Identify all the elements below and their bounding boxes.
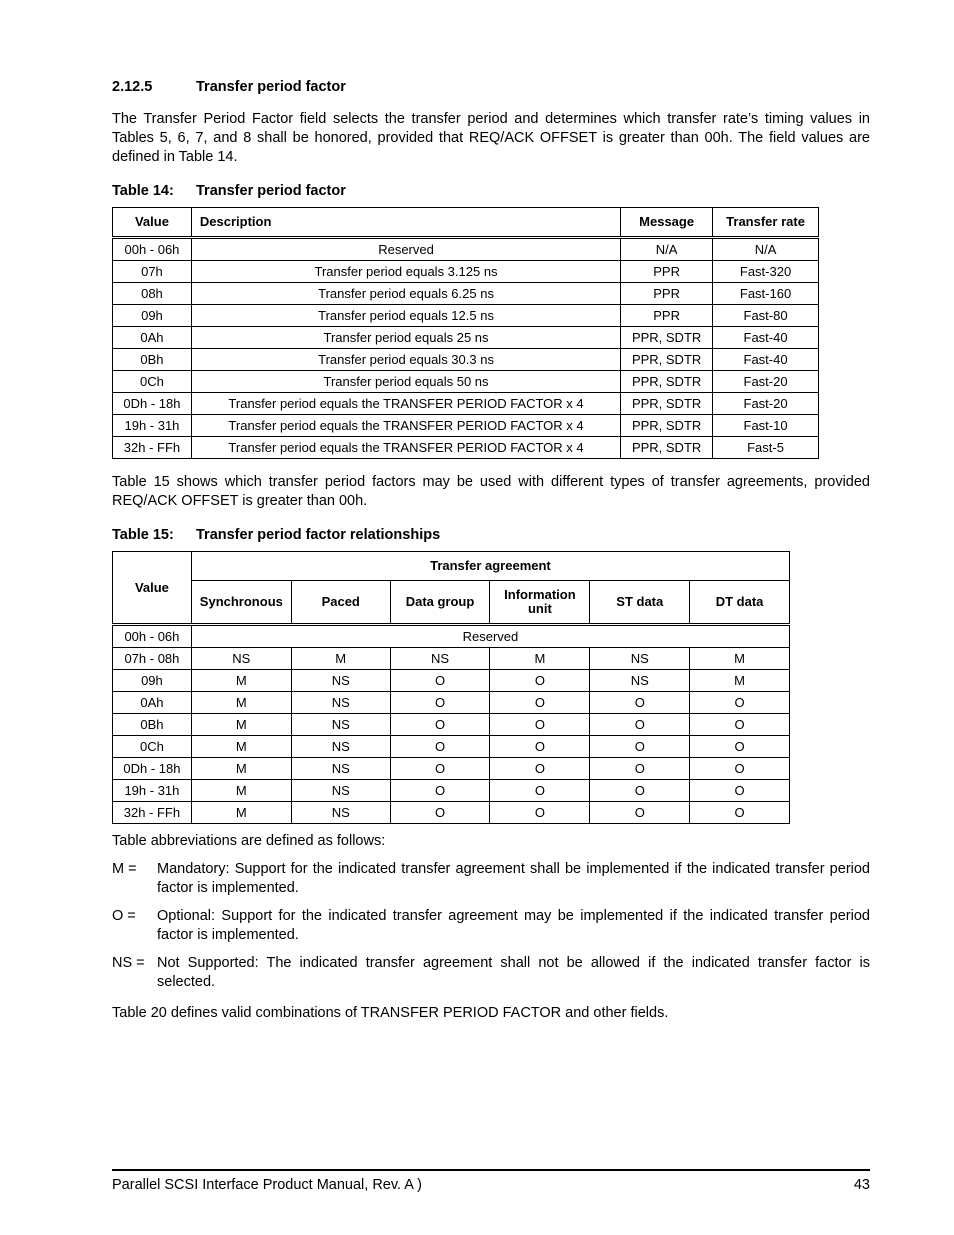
table-cell: O [590,780,690,802]
table15-caption-title: Transfer period factor relationships [196,527,441,543]
page-number: 43 [853,1177,870,1193]
abbreviation-m-text: Mandatory: Support for the indicated transfer agreement shall be implemented if the indicated transfer period factor is implemented. [157,861,870,896]
table14-caption-number: Table 14: [112,183,174,199]
table-cell: 00h - 06h [113,238,192,261]
table14-caption [112,183,346,199]
table-cell: 32h - FFh [113,437,192,459]
table-cell: M [191,780,291,802]
table-row [113,393,819,415]
table-cell: O [490,670,590,692]
table-row [113,758,790,780]
table-cell: Transfer period equals the TRANSFER PERIOD FACTOR x 4 [191,415,620,437]
table-row [113,327,819,349]
table-cell: M [191,802,291,824]
section-heading [112,79,346,95]
table-cell: 0Ch [113,371,192,393]
footer-rule [112,1169,870,1171]
table-cell: M [690,648,790,670]
table-row [113,780,790,802]
table-cell: 09h [113,305,192,327]
abbreviation-m [112,860,870,898]
table-cell: O [590,692,690,714]
table-cell: O [390,714,490,736]
table-cell: O [490,714,590,736]
table-cell: Transfer period equals the TRANSFER PERIOD FACTOR x 4 [191,393,620,415]
table-cell: 0Ah [113,327,192,349]
table15-header-value: Value [113,552,192,625]
abbreviations-intro: Table abbreviations are defined as follows: [112,833,386,849]
table-cell: M [191,736,291,758]
abbreviation-o-key: O = [112,908,136,924]
table15-header-information-unit: Information unit [490,581,590,625]
table14-body [113,238,819,459]
table-cell: Fast-80 [713,305,819,327]
intro-paragraph: The Transfer Period Factor field selects the transfer period and determines which transfer rate’s timing values in Tables 5, 6, 7, and 8 shall be honored, provided that REQ/ACK OFFSET is greater than 00h. The field values are defined in Table 14. [112,111,870,165]
table15-reserved-text: Reserved [191,625,789,648]
table15-caption-number: Table 15: [112,527,174,543]
table-cell: 19h - 31h [113,415,192,437]
table-cell: Transfer period equals 3.125 ns [191,261,620,283]
table15-header-data-group: Data group [390,581,490,625]
table-15 [112,551,790,824]
table15-column-header-row [113,581,790,625]
abbreviation-o-text: Optional: Support for the indicated transfer agreement may be implemented if the indicated transfer period factor is implemented. [157,908,870,943]
table15-header-synchronous: Synchronous [191,581,291,625]
table-cell: 07h [113,261,192,283]
table-cell: O [490,802,590,824]
table14-caption-title: Transfer period factor [196,183,346,199]
table15-header-dt-data: DT data [690,581,790,625]
table-cell: M [490,648,590,670]
table-cell: Fast-5 [713,437,819,459]
table15-reserved-row [113,625,790,648]
table-cell: O [690,692,790,714]
table-cell: M [191,714,291,736]
abbreviation-o [112,907,870,945]
table14-header-row [113,208,819,238]
table-cell: O [390,758,490,780]
table-cell: 0Ch [113,736,192,758]
table15-caption [112,527,440,543]
table-cell: O [390,780,490,802]
table15-header-st-data: ST data [590,581,690,625]
table-cell: NS [191,648,291,670]
table-cell: Fast-20 [713,371,819,393]
table-cell: NS [291,802,390,824]
table-cell: PPR, SDTR [621,437,713,459]
table-cell: NS [291,736,390,758]
table-cell: M [191,670,291,692]
table-cell: 0Dh - 18h [113,393,192,415]
table-cell: O [590,802,690,824]
table-cell: Fast-40 [713,327,819,349]
table-cell: 19h - 31h [113,780,192,802]
table-cell: O [490,780,590,802]
abbreviation-ns [112,954,870,992]
closing-paragraph: Table 20 defines valid combinations of TRANSFER PERIOD FACTOR and other fields. [112,1005,669,1021]
table-cell: Reserved [191,238,620,261]
table-cell: NS [291,758,390,780]
table-cell: N/A [621,238,713,261]
table-cell: PPR [621,283,713,305]
table-cell: 0Ah [113,692,192,714]
table-cell: O [590,736,690,758]
table-row [113,714,790,736]
table-row [113,437,819,459]
table-row [113,670,790,692]
table-cell: Transfer period equals 6.25 ns [191,283,620,305]
table-cell: N/A [713,238,819,261]
table-cell: NS [291,714,390,736]
table-cell: O [690,780,790,802]
table-row [113,238,819,261]
table-row [113,349,819,371]
table-cell: PPR, SDTR [621,415,713,437]
table-cell: NS [590,670,690,692]
table-cell: O [690,736,790,758]
table-cell: O [590,758,690,780]
table14-header-value: Value [113,208,192,238]
table-cell: O [490,758,590,780]
table15-intro-paragraph: Table 15 shows which transfer period factors may be used with different types of transfer agreements, provided REQ/ACK OFFSET is greater than 00h. [112,474,870,509]
table15-group-header-row [113,552,790,581]
table-cell: O [490,692,590,714]
table-cell: NS [291,692,390,714]
table-row [113,648,790,670]
table-cell: O [690,714,790,736]
table-14 [112,207,819,459]
table-row [113,305,819,327]
table-cell: PPR [621,261,713,283]
table-row [113,371,819,393]
table-cell: O [390,692,490,714]
table15-reserved-value: 00h - 06h [113,625,192,648]
table-cell: M [690,670,790,692]
table-row [113,283,819,305]
table-cell: PPR, SDTR [621,371,713,393]
table-cell: O [390,802,490,824]
abbreviation-ns-key: NS = [112,955,145,971]
table-row [113,261,819,283]
table-cell: M [191,692,291,714]
table-cell: O [690,802,790,824]
table-cell: 0Bh [113,349,192,371]
abbreviation-m-key: M = [112,861,137,877]
table-cell: Fast-40 [713,349,819,371]
table-cell: NS [390,648,490,670]
table-cell: PPR [621,305,713,327]
table-cell: O [390,736,490,758]
table-cell: NS [291,670,390,692]
table-cell: O [490,736,590,758]
table-cell: Transfer period equals the TRANSFER PERIOD FACTOR x 4 [191,437,620,459]
table-cell: Transfer period equals 50 ns [191,371,620,393]
table-cell: Transfer period equals 30.3 ns [191,349,620,371]
table-row [113,415,819,437]
table-cell: 08h [113,283,192,305]
table-cell: Transfer period equals 25 ns [191,327,620,349]
table-row [113,692,790,714]
table-cell: O [590,714,690,736]
table-cell: M [291,648,390,670]
table14-header-message: Message [621,208,713,238]
table-cell: O [690,758,790,780]
table-cell: NS [291,780,390,802]
table-cell: Fast-160 [713,283,819,305]
table-row [113,736,790,758]
table15-header-transfer-agreement: Transfer agreement [191,552,789,581]
table-cell: M [191,758,291,780]
table-cell: PPR, SDTR [621,393,713,415]
table-cell: 09h [113,670,192,692]
table-cell: Fast-320 [713,261,819,283]
table-cell: 0Dh - 18h [113,758,192,780]
table-row [113,802,790,824]
section-number: 2.12.5 [112,79,153,95]
table-cell: O [390,670,490,692]
table-cell: Transfer period equals 12.5 ns [191,305,620,327]
section-title: Transfer period factor [196,79,346,95]
footer-title: Parallel SCSI Interface Product Manual, Rev. A ) [112,1177,423,1193]
table-cell: 32h - FFh [113,802,192,824]
table15-header-paced: Paced [291,581,390,625]
table-cell: 07h - 08h [113,648,192,670]
table-cell: Fast-20 [713,393,819,415]
abbreviation-ns-text: Not Supported: The indicated transfer agreement shall not be allowed if the indicated transfer factor is selected. [157,955,870,990]
table14-header-description: Description [191,208,620,238]
table-cell: PPR, SDTR [621,327,713,349]
table15-body [113,625,790,824]
table-cell: PPR, SDTR [621,349,713,371]
table-cell: NS [590,648,690,670]
table-cell: 0Bh [113,714,192,736]
table-cell: Fast-10 [713,415,819,437]
table14-header-transfer-rate: Transfer rate [713,208,819,238]
